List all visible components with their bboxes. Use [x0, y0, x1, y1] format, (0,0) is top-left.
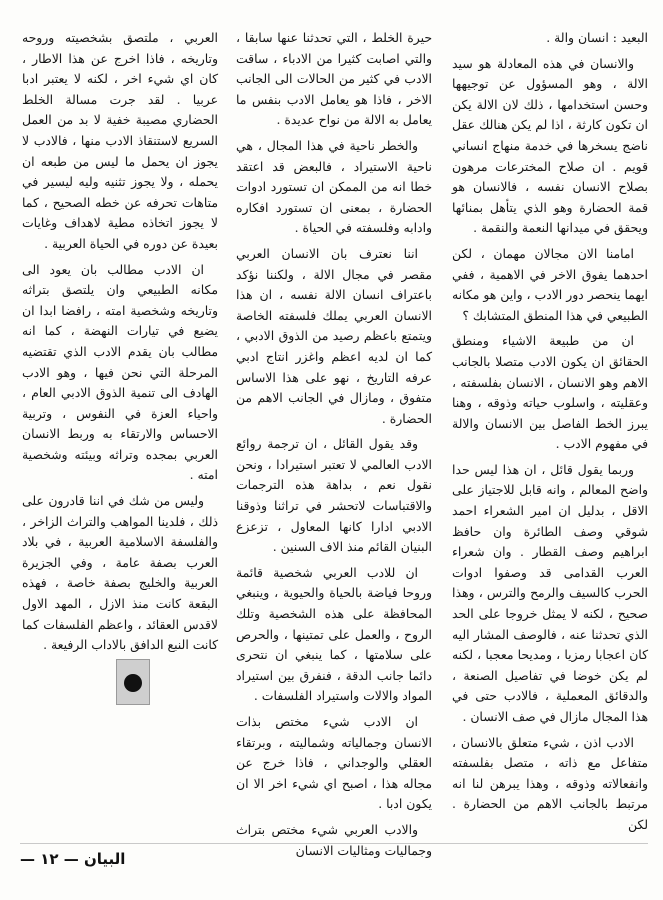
paragraph: الادب اذن ، شيء متعلق بالانسان ، متفاعل مع ذاته ، متصل بفلسفته وانفعالاته وذوقه ، وهذا يبرهن لنا انه مرتبط بالجانب الاهم من الحضارة . لكن — [452, 734, 648, 832]
paragraph: ان من طبيعة الاشياء ومنطق الحقائق ان يكون الادب متصلا بالجانب الاهم وهو الانسان ، الانسان بفلسفته ، وعقليته ، واسلوب حياته وذوقه ، وهنا يبرز الخط الفاصل بين الانسان والالة في مفهوم الادب . — [452, 333, 648, 452]
paragraph: اننا نعترف بان الانسان العربي مقصر في مجال الالة ، ولكننا نؤكد باعتراف انسان الالة نفسه ، ان هذا الانسان العربي يملك فلسفته الخاصة ويتمتع باعظم رصيد من الذوق الادبي ، كما ان لديه اعظم واغزر انتاج ادبي عرفه التاريخ ، نهو على هذا الاساس متفوق ، ومازال في الجانب الاهم من الحضارة . — [236, 245, 432, 426]
paragraph: والانسان في هذه المعادلة هو سيد الالة ، وهو المسؤول عن توجيهها وحسن استخدامها ، ذلك لان الالة يكن ان تكون كارثة ، اذا لم يكن هنالك عقل ناضج يسخرها في خدمة منهاج انساني قويم . ان صلاح المخترعات مرهون بصلاح الانسان نفسه ، فالانسان هو قمة الحضارة وهو الذي يتأهل بمنائها ويحقق في ميدانها النعمة والنقمة . — [452, 55, 648, 236]
text-column-middle — [236, 28, 432, 858]
paragraph: والخطر ناحية في هذا المجال ، هي ناحية الاستيراد ، فالبعض قد اعتقد خطا انه من الممكن ان تستورد ادوات الحضارة ، بمعنى ان تستورد افكاره وادابه وفلسفته في الحياة . — [236, 137, 432, 236]
end-mark-dot — [124, 674, 142, 692]
paragraph: البعيد : انسان والة . — [546, 30, 648, 45]
text-column-right — [452, 28, 648, 858]
paragraph: والادب العربي شيء مختص بتراث وجماليات ومثاليات الانسان — [236, 821, 432, 858]
paragraph: ان الادب شيء مختص بذات الانسان وجمالياته وشماليته ، وبرتقاء العقلي والوجداني ، فاذا خرج عن مجاله هذا ، اصبح اي شيء اخر الا ان يكون ادبا . — [236, 714, 432, 812]
paragraph: وقد يقول القائل ، ان ترجمة روائع الادب العالمي لا تعتبر استيرادا ، ونحن نقول نعم ، بداهة هذه الترجمات والاقتباسات لاتحشر في تراثنا وذوقنا الادبي ادارا كانها المعاول ، تزعزع البنيان القائم منذ الاف السنين . — [236, 436, 432, 555]
paragraph: ان الادب مطالب بان يعود الى مكانه الطبيعي وان يلتصق بتراثه وتاريخه وشخصية امته ، رافضا ابدا ان يضيع في تيارات النهضة ، كما انه مطالب بان يقدم الادب الذي تقتضيه المرحلة التي نحن فيها ، وهو الادب الهادف الى تنمية الذوق الادبي العام ، واحياء العزة في النفوس ، وتربية الاحساس والارتقاء به وربط الانسان العربي بمجده وتراثه وبيئته وشخصية امته . — [22, 261, 218, 483]
end-of-article-mark-icon — [116, 659, 150, 705]
text-column-left — [22, 28, 218, 653]
paragraph: امامنا الان مجالان مهمان ، لكن احدهما يفوق الاخر في الاهمية ، ففي ايهما ينحصر دور الادب ، واين هو مكانه الطبيعي في هذا المنطق المتشابك ؟ — [452, 245, 648, 323]
footer-divider — [20, 843, 648, 844]
paragraph: وربما يقول قائل ، ان هذا ليس حدا واضح المعالم ، وانه قابل للاجتياز على الاقل ، بدليل ان امير الشعراء احمد شوقي وصف الطائرة وان حافظ ابراهيم وصف القطار . وان شعراء العرب القدامى قد وصفوا ادوات الحرب كالسيف والرمح والترس ، وهذا صحيح ، لكنه لا يمثل خروجا على الحد الذي تحدثنا عنه ، فالوصف المشار اليه كان اعجابا رمزيا ، ومديحا معجبا ، لكنه لم يكن خوضا في تفاصيل الصنعة ، والدقائق المعملية ، فالادب حتى في هذا المجال مازال في صف الانسان . — [452, 461, 648, 724]
paragraph: حيرة الخلط ، التي تحدثنا عنها سابقا ، والتي اصابت كثيرا من الادباء ، ساقت الادب في كثير من الحالات الى الجانب الاخر ، فاذا هو يعامل الادب بنفس ما يعامل به الالة من نواح عديدة . — [236, 30, 432, 128]
paragraph: ان للادب العربي شخصية قائمة وروحا فياضة بالحياة والحيوية ، وينبغي المحافظة على هذه الشخصية وتلك الروح ، والعمل على تمتينها ، والحرص على سلامتها ، كما ينبغي ان نتحرى دائما جانب الدقة ، فنفرق بين استيراد المواد والالات واستيراد الفلسفات . — [236, 564, 432, 704]
paragraph: وليس من شك في اننا قادرون على ذلك ، فلدينا المواهب والتراث الزاخر ، والفلسفة الاسلامية العربية ، في بلاد العرب بصفة عامة ، وفي الجزيرة العربية والخليج بصفة خاصة ، فهذه البقعة كانت منذ الازل ، المهد الاول لاقدس العقائد ، واعظم الفلسفات كما كانت النبع الدافق بالاداب الرفيعة . — [22, 493, 218, 653]
page-footer: البيان — ١٢ — — [20, 850, 126, 868]
paragraph: العربي ، ملتصق بشخصيته وروحه وتاريخه ، فاذا اخرج عن هذا الاطار ، كان اي شيء اخر ، لكنه لا يعتبر ادبا عربيا . لقد جرت مسالة الخلط الحضاري مصيبة خفية لا بد من العمل السريع لاستنقاذ الادب منها ، فالادب لا يجوز ان يحمل ما ليس من طبعه ان يحمله ، ولا يجوز تثنيه وليه ليسير في متاهات تحرفه عن خطه الصحيح ، كما لا يجوز اتخاذه مطية لاهداف وغايات بعيدة عن دوره في الحياة العربية . — [22, 30, 218, 251]
